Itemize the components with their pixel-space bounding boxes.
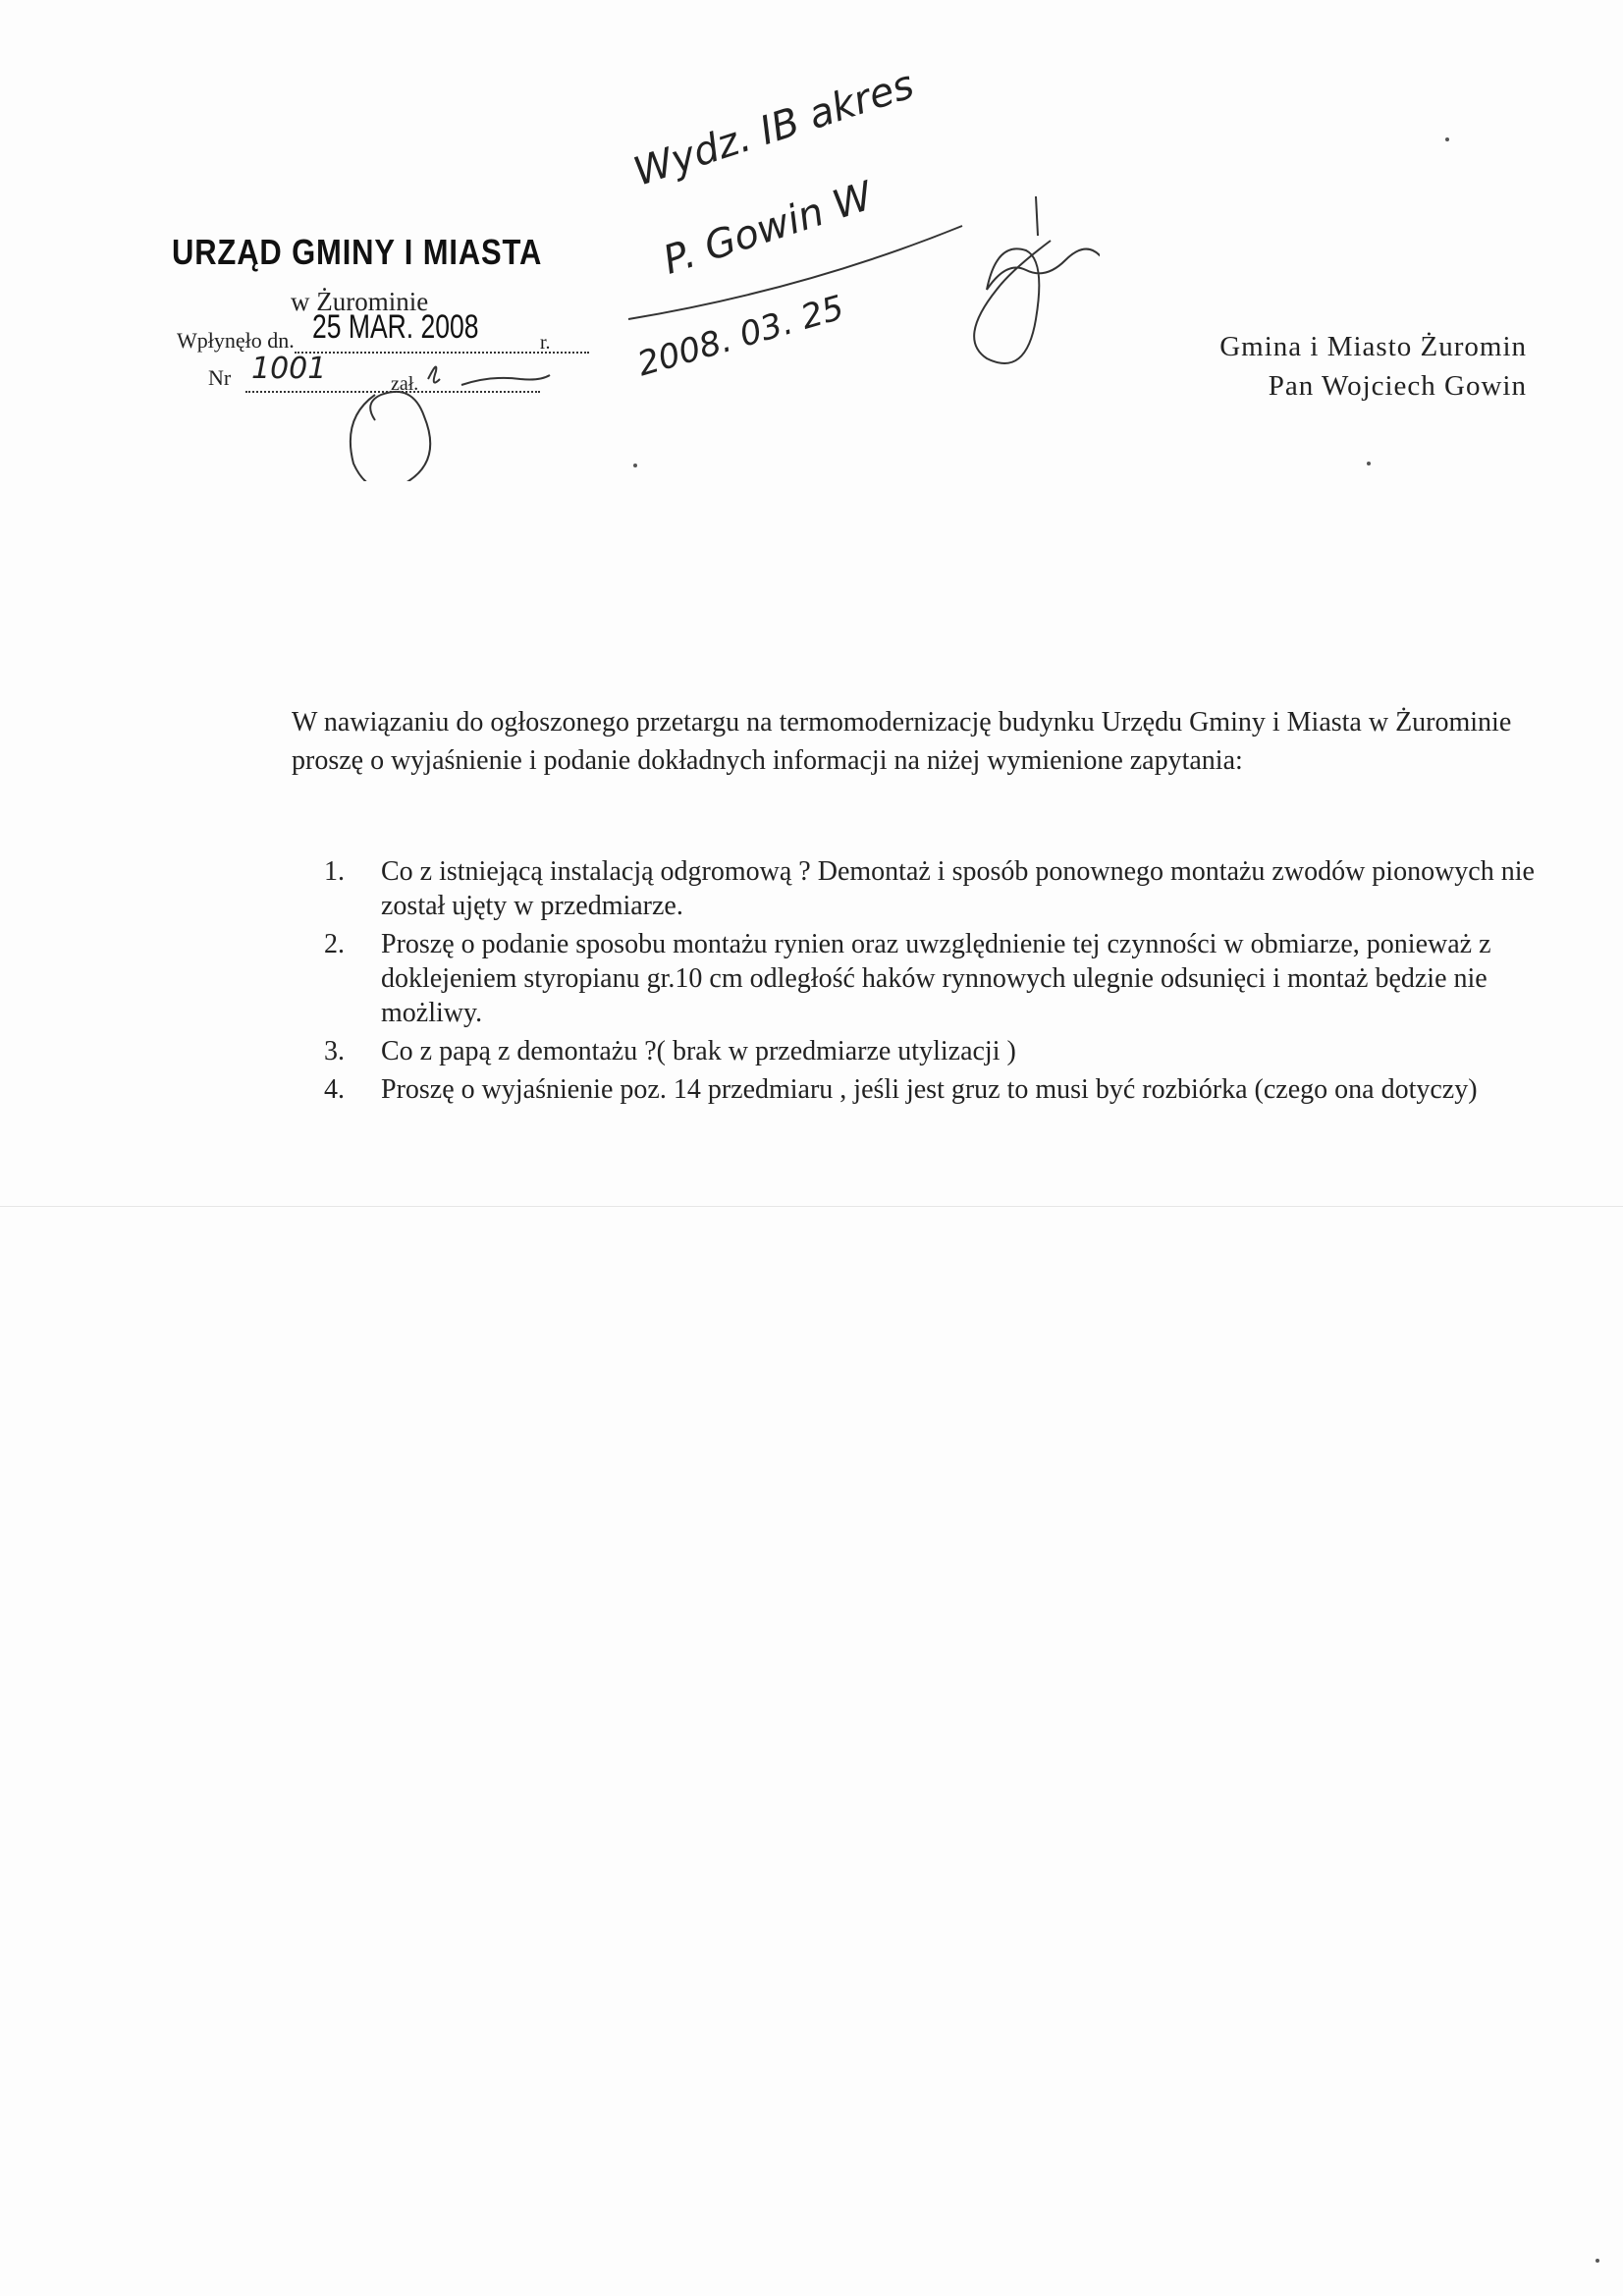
list-item <box>324 927 1551 1030</box>
incoming-stamp <box>167 226 579 462</box>
stamp-received-text: Wpłynęło dn. <box>177 328 295 353</box>
scan-speck <box>1367 462 1371 465</box>
stamp-city: w Żurominie <box>291 287 429 316</box>
list-item-text: Co z istniejącą instalacją odgromową ? Demontaż i sposób ponownego montażu zwodów pionowych nie został ujęty w przedmiarze. <box>381 856 1535 921</box>
addressee-block <box>1219 327 1527 406</box>
handwritten-line-assignee: P. Gowin W <box>658 173 879 284</box>
list-item-number: 2. <box>324 929 345 959</box>
stamp-initials-signature <box>167 226 579 481</box>
scan-speck <box>633 464 637 467</box>
list-item <box>324 854 1551 923</box>
list-item <box>324 1034 1551 1068</box>
list-item-number: 1. <box>324 856 345 887</box>
stamp-attachments-label: zał. <box>391 373 419 395</box>
list-item-number: 4. <box>324 1074 345 1105</box>
scan-speck <box>1596 2259 1599 2263</box>
handwritten-note <box>589 62 1100 385</box>
letter-intro: W nawiązaniu do ogłoszonego przetargu na termomodernizację budynku Urzędu Gminy i Miasta w Żurominie proszę o wyjaśnienie i podanie dokładnych informacji na niżej wymienione zapytania: <box>292 707 1512 776</box>
list-item <box>324 1072 1551 1107</box>
list-item-text: Proszę o podanie sposobu montażu rynien oraz uwzględnienie tej czynności w obmiarze, ponieważ z doklejeniem styropianu gr.10 cm odległość haków rynnowych ulegnie odsunięci i montaż będzie nie możliwy. <box>381 929 1491 1028</box>
scan-fold-line <box>0 1206 1623 1207</box>
list-item-number: 3. <box>324 1036 345 1066</box>
handwritten-line-department: Wydz. IB akres <box>628 62 920 195</box>
handwritten-line-date: 2008. 03. 25 <box>633 288 848 385</box>
stamp-number-label: Nr <box>208 365 232 390</box>
stamp-received-date: 25 MAR. 2008 <box>312 308 479 346</box>
list-item-text: Co z papą z demontażu ?( brak w przedmiarze utylizacji ) <box>381 1036 1016 1066</box>
stamp-number-value: 1001 <box>251 352 327 386</box>
addressee-person: Pan Wojciech Gowin <box>1268 370 1527 402</box>
stamp-received-suffix: r. <box>540 332 551 354</box>
scan-speck <box>1445 137 1449 141</box>
stamp-office: URZĄD GMINY I MIASTA <box>172 232 543 272</box>
list-item-text: Proszę o wyjaśnienie poz. 14 przedmiaru , jeśli jest gruz to musi być rozbiórka (czego ona dotyczy) <box>381 1074 1478 1105</box>
handwritten-signature <box>589 93 1100 378</box>
addressee-institution: Gmina i Miasto Żuromin <box>1219 331 1527 362</box>
question-list <box>324 854 1551 1111</box>
